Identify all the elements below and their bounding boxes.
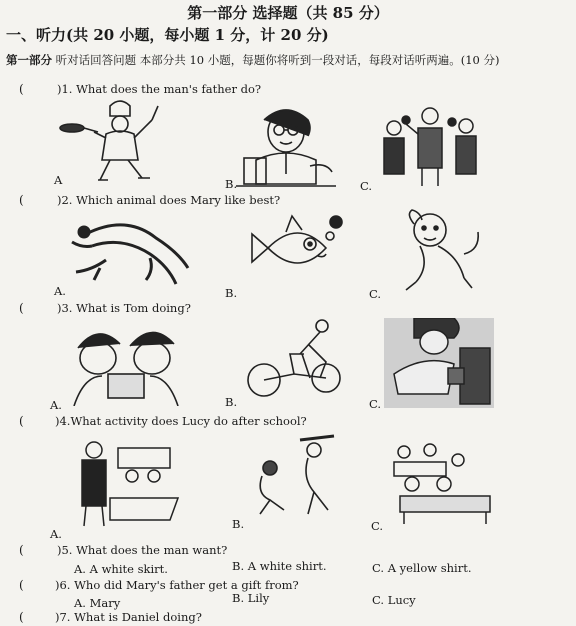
q3-option-a-label: A.: [50, 398, 62, 412]
q1-option-a-label: A: [54, 173, 63, 187]
q6-option-c[interactable]: C. Lucy: [372, 593, 416, 607]
fish-illustration: [248, 208, 348, 288]
question-3: )3. What is Tom doing?: [57, 301, 191, 315]
q2-option-c-label: C.: [369, 287, 382, 301]
instructions-part: 第一部分: [6, 53, 52, 67]
q5-option-a[interactable]: A. A white skirt.: [74, 562, 168, 576]
man-at-computer-illustration: [384, 318, 494, 408]
question-2: )2. Which animal does Mary like best?: [57, 193, 281, 207]
baseball-illustration: [250, 434, 342, 518]
question-5: )5. What does the man want?: [57, 543, 228, 557]
cyclist-illustration: [246, 318, 342, 400]
answer-blank-6[interactable]: (: [19, 578, 24, 592]
answer-blank-7[interactable]: (: [19, 610, 24, 624]
q3-option-b-label: B.: [225, 395, 238, 409]
boys-reading-illustration: [68, 322, 184, 406]
q2-option-b-label: B.: [225, 286, 238, 300]
chef-cooking-illustration: [58, 98, 178, 186]
question-4: )4.What activity does Lucy do after school?: [55, 414, 307, 428]
q6-option-a[interactable]: A. Mary: [74, 596, 121, 610]
teacher-classroom-illustration: [70, 438, 186, 528]
question-6: )6. Who did Mary's father get a gift from?: [55, 578, 299, 592]
answer-blank-5[interactable]: (: [19, 543, 24, 557]
q5-option-c[interactable]: C. A yellow shirt.: [372, 561, 472, 575]
frog-illustration: [66, 214, 196, 288]
q5-option-b[interactable]: B. A white shirt.: [232, 559, 327, 573]
q6-option-b[interactable]: B. Lily: [232, 591, 270, 605]
reporter-group-illustration: [378, 104, 488, 188]
q3-option-c-label: C.: [369, 397, 382, 411]
section-heading: 一、听力(共 20 小题，每小题 1 分，计 20 分): [6, 26, 329, 44]
instructions-text: 听对话回答问题 本部分共 10 小题，每题你将听到一段对话，每段对话听两遍。(10 分): [55, 53, 500, 67]
instructions: [6, 52, 500, 68]
monkey-illustration: [386, 208, 482, 294]
students-desks-illustration: [386, 440, 496, 524]
answer-blank-2[interactable]: (: [19, 193, 24, 207]
q4-option-b-label: B.: [232, 517, 245, 531]
page-title: 第一部分 选择题（共 85 分）: [187, 4, 389, 22]
answer-blank-3[interactable]: (: [19, 301, 24, 315]
question-7: )7. What is Daniel doing?: [55, 610, 202, 624]
q1-option-b-label: B.: [225, 177, 238, 191]
question-1: )1. What does the man's father do?: [57, 82, 262, 96]
q1-option-c-label: C.: [360, 179, 373, 193]
q4-option-a-label: A.: [50, 527, 62, 541]
q2-option-a-label: A.: [54, 284, 66, 298]
answer-blank-1[interactable]: (: [19, 82, 24, 96]
man-at-desk-illustration: [236, 100, 336, 188]
q4-option-c-label: C.: [371, 519, 384, 533]
answer-blank-4[interactable]: (: [19, 414, 24, 428]
